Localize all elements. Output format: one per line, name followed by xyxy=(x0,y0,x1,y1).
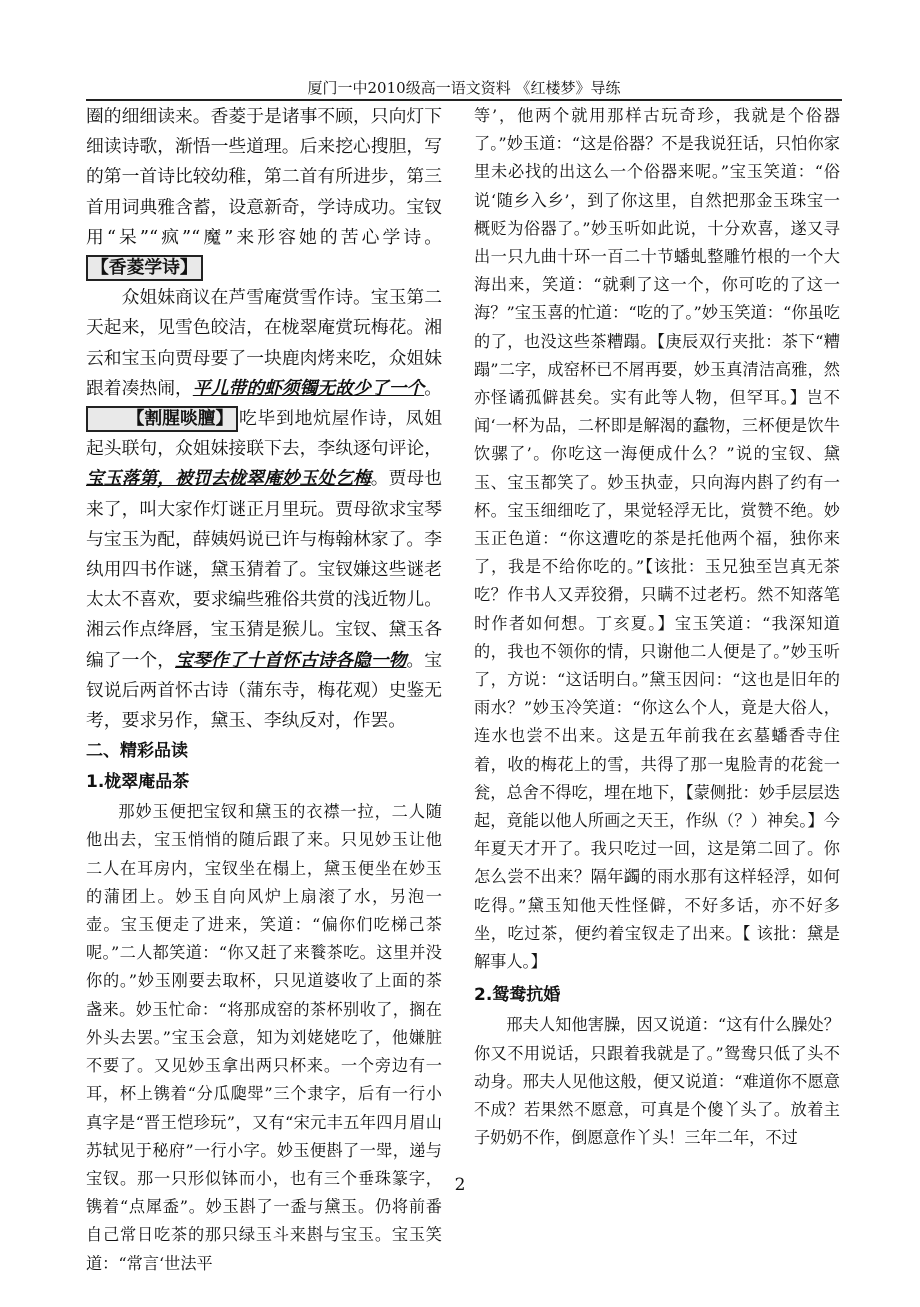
tea-passage: 那妙玉便把宝钗和黛玉的衣襟一拉，二人随他出去，宝玉悄悄的随后跟了来。只见妙玉让他二人在耳房内，宝钗坐在榻上，黛玉便坐在妙玉的蒲团上。妙玉自向风炉上扇滚了水，另泡一壶。宝玉便走了进来，笑道：“偏你们吃梯己茶呢。”二人都笑道：“你又赶了来餮茶吃。这里并没你的。”妙玉刚要去取杯，只见道婆收了上面的茶盏来。妙玉忙命：“将那成窑的茶杯别收了，搁在外头去罢。”宝玉会意，知为刘姥姥吃了，他嫌脏不要了。又见妙玉拿出两只杯来。一个旁边有一耳，杯上镌着“分瓜瓟斝”三个隶字，后有一行小真字是“晋王恺珍玩”，又有“宋元丰五年四月眉山苏轼见于秘府”一行小字。妙玉便斟了一斝，递与宝钗。那一只形似钵而小，也有三个垂珠篆字，镌着“点犀盉”。妙玉斟了一盉与黛玉。仍将前番自己常日吃茶的那只绿玉斗来斟与宝玉。宝玉笑道：“常言‘世法平 xyxy=(86,802,442,1273)
tag-xiangling-xueshi: 【香菱学诗】 xyxy=(86,255,203,281)
page-number: 2 xyxy=(454,1175,466,1195)
subsection-title-yuanyang: 2.鸳鸯抗婚 xyxy=(474,985,561,1006)
right-column xyxy=(474,102,840,1152)
page-header: 厦门一中2010级高一语文资料 《红楼梦》导练 xyxy=(307,79,621,97)
subsection-title-tea: 1.栊翠庵品茶 xyxy=(86,772,190,793)
key-plot-bracelet: 平儿带的虾须镯无故少了一个 xyxy=(192,377,425,399)
tag-gexing-danshan: 【割腥啖膻】 xyxy=(86,406,238,432)
key-plot-plum: 宝玉落第，被罚去栊翠庵妙玉处乞梅 xyxy=(86,468,371,490)
header-rule xyxy=(86,99,842,101)
key-plot-poems: 宝琴作了十首怀古诗各隐一物 xyxy=(175,649,407,671)
summary-paragraph-1: 圈的细细读来。香菱于是诸事不顾，只向灯下细读诗歌，渐悟一些道理。后来挖心搜胆，写的第一首诗比较幼稚，第二首有所进步，第三首用词典雅含蓄，设意新奇，学诗成功。宝钗用“呆”“疯”“魔”来形容她的苦心学诗。【香菱学诗】 xyxy=(86,102,442,283)
tea-passage-continued: 等’，他两个就用那样古玩奇珍，我就是个俗器了。”妙玉道：“这是俗器？不是我说狂话，只怕你家里未必找的出这么一个俗器来呢。”宝玉笑道：“俗说‘随乡入乡’，到了你这里，自然把那金玉珠宝一概贬为俗器了。”妙玉听如此说，十分欢喜，遂又寻出一只九曲十环一百二十节蟠虬整雕竹根的一个大海出来，笑道：“就剩了这一个，你可吃的了这一海？”宝玉喜的忙道：“吃的了。”妙玉笑道：“你虽吃的了，也没这些茶糟蹋。【庚辰双行夹批：茶下“糟蹋”二字，成窑杯已不屑再要，妙玉真清洁高雅，然亦怪谲孤僻甚矣。实有此等人物，但罕耳。】岂不闻‘一杯为品，二杯即是解渴的蠢物，三杯便是饮牛饮骡了’。你吃这一海便成什么？”说的宝钗、黛玉、宝玉都笑了。妙玉执壶，只向海内斟了约有一杯。宝玉细细吃了，果觉轻浮无比，赏赞不绝。妙玉正色道：“你这遭吃的茶是托他两个福，独你来了，我是不给你吃的。”【该批：玉兄独至岂真无茶吃？作书人又弄狡猾，只瞒不过老朽。然不知落笔时作者如何想。丁亥夏。】宝玉笑道：“我深知道的，我也不领你的情，只谢他二人便是了。”妙玉听了，方说：“这话明白。”黛玉因问：“这也是旧年的雨水？”妙玉冷笑道：“你这么个人，竟是大俗人，连水也尝不出来。这是五年前我在玄墓蟠香寺住着，收的梅花上的雪，共得了那一鬼脸青的花瓮一瓮，总舍不得吃，埋在地下，【蒙侧批：妙手层层迭起，竟能以他人所画之天王，作纵（？）神矣。】今年夏天才开了。我只吃过一回，这是第二回了。你怎么尝不出来？隔年蠲的雨水那有这样轻浮，如何吃得。”黛玉知他天性怪僻，不好多话，亦不好多坐，吃过茶，便约着宝钗走了出来。【 该批：黛是解事人。】 xyxy=(474,106,840,972)
section-title: 二、精彩品读 xyxy=(86,741,188,762)
summary-paragraph-2: 众姐妹商议在芦雪庵赏雪作诗。宝玉第二天起来，见雪色皎洁，在栊翠庵赏玩梅花。湘云和宝玉向贾母要了一块鹿肉烤来吃，众姐妹跟着凑热闹，平儿带的虾须镯无故少了一个。【割腥啖膻】 吃毕到地炕屋作诗，凤姐起头联句，众姐妹接联下去，李纨逐句评论，宝玉落第，被罚去栊翠庵妙玉处乞梅。贾母也来了，叫大家作灯谜正月里玩。贾母欲求宝琴与宝玉为配，薛姨妈说已许与梅翰林家了。李纨用四书作谜，黛玉猜着了。宝钗嫌这些谜老太太不喜欢，要求编些雅俗共赏的浅近物儿。湘云作点绛唇，宝玉猜是猴儿。宝钗、黛玉各编了一个，宝琴作了十首怀古诗各隐一物。宝钗说后两首怀古诗（蒲东寺，梅花观）史鉴无考，要求另作，黛玉、李纨反对，作罢。 xyxy=(86,287,442,732)
yuanyang-passage: 邢夫人知他害臊，因又说道：“这有什么臊处？你又不用说话，只跟着我就是了。”鸳鸯只低了头不动身。邢夫人见他这般，便又说道：“难道你不愿意不成？若果然不愿意，可真是个傻丫头了。放着主子奶奶不作，倒愿意作丫头！三年二年，不过 xyxy=(474,1015,840,1148)
left-column xyxy=(86,102,442,1278)
